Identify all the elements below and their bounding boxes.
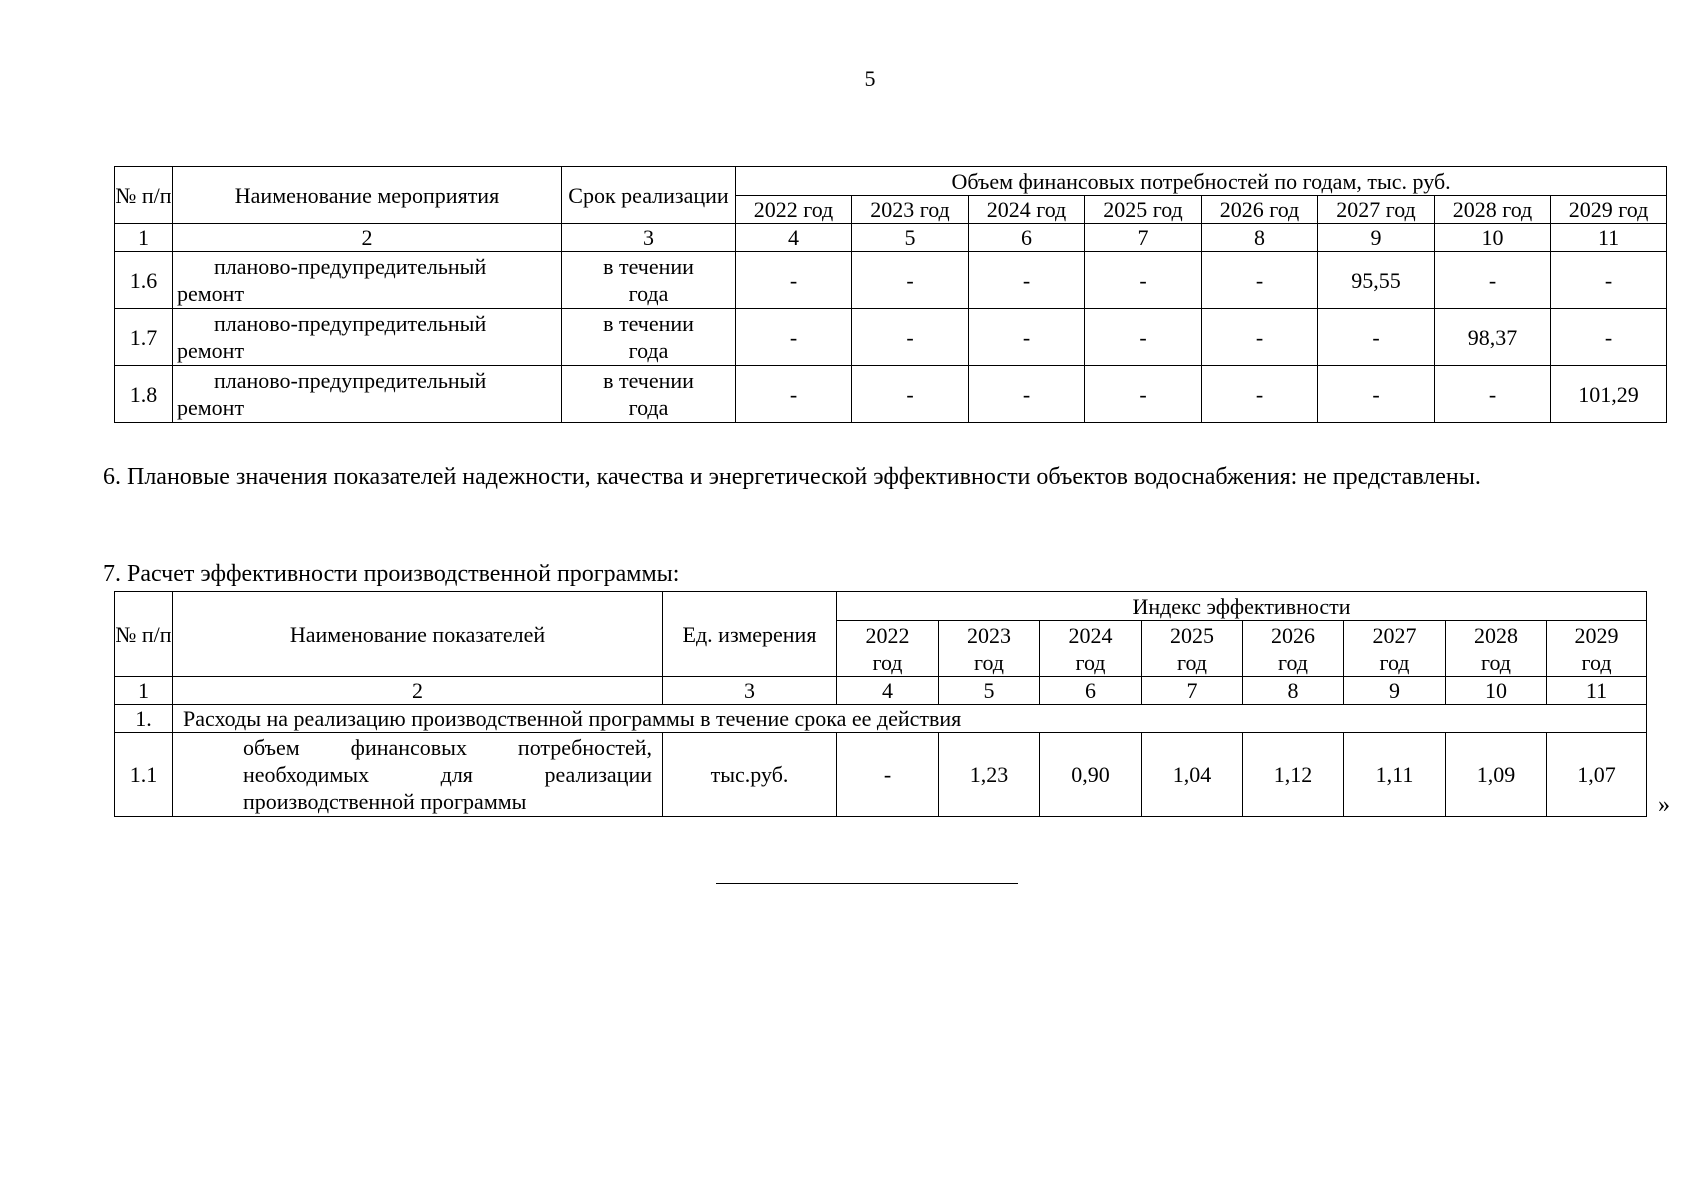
header-year-suffix: год: [872, 649, 903, 675]
row-value: 0,90: [1040, 733, 1142, 817]
header-year: [1040, 621, 1142, 677]
row-term-line: года: [628, 395, 669, 420]
header-year-number: 2029: [1574, 622, 1619, 648]
column-number: 1: [115, 224, 173, 252]
row-value: -: [969, 252, 1085, 309]
section-row: [115, 705, 1647, 733]
column-number: 4: [736, 224, 852, 252]
row-name: [173, 252, 562, 309]
column-numbers-row: [115, 677, 1647, 705]
column-number: 10: [1446, 677, 1547, 705]
row-value: -: [1551, 252, 1667, 309]
row-value: 1,04: [1142, 733, 1243, 817]
header-year: [1344, 621, 1446, 677]
row-name: [173, 366, 562, 423]
header-year: 2025 год: [1085, 196, 1202, 224]
column-number: 6: [969, 224, 1085, 252]
row-value: -: [969, 366, 1085, 423]
header-year: [1547, 621, 1647, 677]
row-value: -: [736, 309, 852, 366]
row-value: 1,11: [1344, 733, 1446, 817]
section-6-paragraph: 6. Плановые значения показателей надежности, качества и энергетической эффективности объектов водоснабжения: не представлены.: [103, 464, 1481, 490]
row-value: -: [736, 252, 852, 309]
column-number: 8: [1202, 224, 1318, 252]
row-name-line: ремонт: [177, 338, 245, 363]
header-year-number: 2025: [1170, 622, 1214, 648]
column-number: 10: [1435, 224, 1551, 252]
page-number: 5: [864, 66, 876, 91]
row-value: -: [1202, 309, 1318, 366]
header-year-number: 2027: [1372, 622, 1417, 648]
header-term: Срок реализации: [562, 167, 736, 224]
table-row: [115, 733, 1647, 817]
header-year: 2023 год: [852, 196, 969, 224]
row-value: -: [1202, 366, 1318, 423]
row-value: -: [837, 733, 939, 817]
header-num: № п/п: [115, 592, 173, 677]
header-year-number: 2028: [1474, 622, 1518, 648]
separator-line: [716, 883, 1018, 884]
header-volume: Объем финансовых потребностей по годам, тыс. руб.: [736, 167, 1667, 196]
row-term-line: года: [628, 281, 669, 306]
row-num: 1.8: [115, 366, 173, 423]
column-number: 11: [1551, 224, 1667, 252]
row-value: -: [969, 309, 1085, 366]
header-year: [939, 621, 1040, 677]
row-unit: тыс.руб.: [663, 733, 837, 817]
closing-quote: »: [1658, 792, 1670, 818]
header-name: Наименование показателей: [173, 592, 663, 677]
row-value: 1,09: [1446, 733, 1547, 817]
row-value: 95,55: [1318, 252, 1435, 309]
column-number: 5: [939, 677, 1040, 705]
table-row: [115, 309, 1667, 366]
table-row: [115, 366, 1667, 423]
row-num: 1.1: [115, 733, 173, 817]
header-name: Наименование мероприятия: [173, 167, 562, 224]
row-name-line: планово-предупредительный: [214, 368, 487, 393]
header-year: [837, 621, 939, 677]
header-year: [1243, 621, 1344, 677]
row-term-line: в течении: [603, 311, 694, 336]
section-num: 1.: [115, 705, 173, 733]
header-year-suffix: год: [1277, 649, 1309, 675]
row-term: [562, 366, 736, 423]
header-year-suffix: год: [1176, 649, 1208, 675]
column-number: 2: [173, 224, 562, 252]
row-term: [562, 252, 736, 309]
column-number: 3: [663, 677, 837, 705]
row-value: -: [1435, 252, 1551, 309]
section-7-title: 7. Расчет эффективности производственной программы:: [103, 561, 680, 587]
column-number: 11: [1547, 677, 1647, 705]
header-year-suffix: год: [1075, 649, 1106, 675]
header-year-suffix: год: [973, 649, 1005, 675]
header-year-number: 2022: [865, 622, 910, 648]
row-num: 1.7: [115, 309, 173, 366]
column-number: 8: [1243, 677, 1344, 705]
table-row: [115, 252, 1667, 309]
row-term: [562, 309, 736, 366]
row-value: 101,29: [1551, 366, 1667, 423]
row-name-line: планово-предупредительный: [214, 254, 487, 279]
row-value: -: [1318, 366, 1435, 423]
row-value: -: [1202, 252, 1318, 309]
column-number: 9: [1344, 677, 1446, 705]
column-number: 3: [562, 224, 736, 252]
row-value: 1,12: [1243, 733, 1344, 817]
header-year-suffix: год: [1480, 649, 1512, 675]
column-number: 2: [173, 677, 663, 705]
efficiency-table: [114, 591, 1647, 817]
row-term-line: в течении: [603, 254, 694, 279]
row-value: -: [1085, 366, 1202, 423]
section-title: Расходы на реализацию производственной программы в течение срока ее действия: [173, 705, 1647, 733]
row-value: 1,07: [1547, 733, 1647, 817]
header-year: 2024 год: [969, 196, 1085, 224]
column-number: 1: [115, 677, 173, 705]
row-value: -: [852, 309, 969, 366]
column-numbers-row: [115, 224, 1667, 252]
row-value: -: [852, 252, 969, 309]
header-year-number: 2023: [967, 622, 1011, 648]
header-year-number: 2024: [1068, 622, 1113, 648]
header-year: 2022 год: [736, 196, 852, 224]
header-year-suffix: год: [1581, 649, 1612, 675]
row-value: 98,37: [1435, 309, 1551, 366]
row-value: -: [1551, 309, 1667, 366]
row-name: [173, 309, 562, 366]
header-year: [1446, 621, 1547, 677]
column-number: 7: [1085, 224, 1202, 252]
header-index: Индекс эффективности: [837, 592, 1647, 621]
column-number: 7: [1142, 677, 1243, 705]
header-year: 2026 год: [1202, 196, 1318, 224]
row-term-line: в течении: [603, 368, 694, 393]
row-value: -: [1435, 366, 1551, 423]
row-value: -: [1318, 309, 1435, 366]
row-value: -: [852, 366, 969, 423]
column-number: 9: [1318, 224, 1435, 252]
header-year-number: 2026: [1271, 622, 1315, 648]
header-year: 2028 год: [1435, 196, 1551, 224]
row-value: 1,23: [939, 733, 1040, 817]
row-name-line: планово-предупредительный: [214, 311, 487, 336]
row-name-line: ремонт: [177, 395, 245, 420]
header-num: № п/п: [115, 167, 173, 224]
row-term-line: года: [628, 338, 669, 363]
header-year: [1142, 621, 1243, 677]
row-name: объем финансовых потребностей, необходимых для реализации производственной программы: [173, 733, 663, 817]
column-number: 6: [1040, 677, 1142, 705]
row-value: -: [1085, 252, 1202, 309]
column-number: 5: [852, 224, 969, 252]
row-value: -: [1085, 309, 1202, 366]
row-value: -: [736, 366, 852, 423]
column-number: 4: [837, 677, 939, 705]
header-year-suffix: год: [1379, 649, 1410, 675]
row-name-line: ремонт: [177, 281, 245, 306]
row-num: 1.6: [115, 252, 173, 309]
header-unit: Ед. измерения: [663, 592, 837, 677]
header-year: 2027 год: [1318, 196, 1435, 224]
financial-needs-table: [114, 166, 1667, 423]
header-year: 2029 год: [1551, 196, 1667, 224]
